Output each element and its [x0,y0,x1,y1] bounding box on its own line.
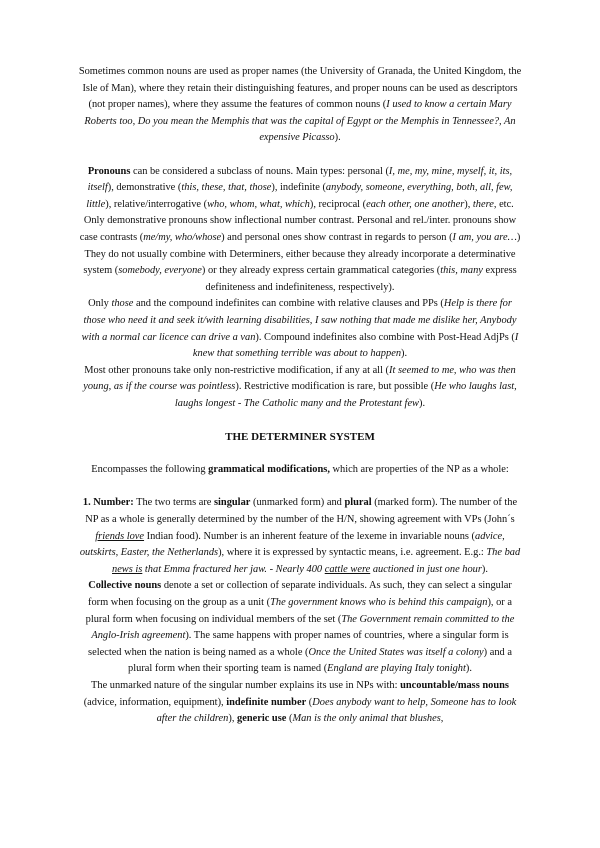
text-run: ( [286,713,293,725]
text-run: ). Compound indefinites also combine with Post-Head AdjPs ( [255,331,515,343]
text-run: The two terms are [133,497,214,509]
example-italic: me/my, who/whose [143,231,222,243]
example-italic: I, me, my, mine, myself, it, its, itself [87,165,513,194]
example-italic: I am, you are… [452,231,517,243]
example-italic: The government knows who is behind this campaign [270,597,488,608]
text-run: express definiteness and indefiniteness, respectively). [205,265,517,293]
text-run: ), [464,198,473,210]
text-run: which are properties of the NP as a whole: [329,464,509,476]
text-run: ). Restrictive modification is rare, but possible ( [235,381,435,393]
text-run: They do not usually combine with Determiners, either because they already incorporate a determinative system ( [83,248,516,277]
text-run: can be considered a subclass of nouns. Main types: personal ( [130,165,389,177]
text-run: ), relative/interrogative ( [105,198,208,210]
paragraph-determiners-combination [78,247,522,297]
example-underlined: cattle were [324,563,371,575]
text-run: Only [88,298,112,310]
example-italic: England are playing Italy tonight [327,663,466,675]
example-italic: somebody, everyone [118,265,202,277]
text-run: The unmarked nature of the singular number explains its use in NPs with: [91,679,401,691]
example-italic: Once the United States was itself a colony [308,646,484,658]
text-run: ) or they already express certain grammatical categories ( [201,265,441,277]
example-italic: It seemed to me, who was then young, as if the course was pointless [83,364,516,393]
example-italic: I used to know a certain Mary Roberts too, Do you mean the Memphis that was the capital of Egypt or the Memphis in Tennessee?, An expensive Picasso [84,99,516,144]
text-run: ) and a plural form when their sporting team is named ( [128,646,512,675]
paragraph-singular-use [78,678,522,728]
text-run: (marked form). The number of the NP as a whole is generally determined by the number of the H/N, showing agreement with VPs (John´s [85,497,518,526]
text-run: ), reciprocal ( [309,198,367,210]
example-italic: He who laughs last, laughs longest - The Catholic many and the Protestant few [174,381,517,409]
text-run: Indian food). Number is an inherent feature of the lexeme in invariable nouns ( [144,530,475,542]
text-run: ). [334,132,341,144]
term-uncountable: uncountable/mass nouns [400,679,509,691]
text-run: ) and personal ones show contrast in regards to person ( [221,231,453,243]
paragraph-encompasses [78,462,522,479]
text-run: ). [465,663,472,675]
example-underlined: news is [112,563,143,575]
text-run: ). [401,348,408,360]
term-singular: singular [214,497,251,509]
text-run: ), demonstrative ( [107,182,182,194]
text-run: Most other pronouns take only non-restrictive modification, if any at all ( [84,364,390,376]
text-run: ). The same happens with proper names of countries, where a singular form is selected when the nation is being named as a whole ( [88,630,509,658]
example-italic: who, whom, what, which [207,198,310,210]
paragraph-pronouns [78,164,522,247]
text-run: ). [419,397,426,409]
text-run: (advice, information, equipment), [83,696,227,708]
text-run: Encompasses the following [91,464,209,476]
text-run: ). [481,563,488,575]
text-run: ), where it is expressed by syntactic means, i.e. agreement. E.g.: [218,547,487,559]
section-heading: THE DETERMINER SYSTEM [225,431,375,444]
text-run: ) [516,231,521,243]
text-run: ), [228,713,238,725]
example-italic: advice, outskirts, Easter, the Netherlands [79,530,505,559]
example-italic: this, these, that, those [181,182,272,194]
term-number: 1. Number: [82,497,134,509]
example-italic: Does anybody want to help, Someone has to look after the children [156,696,517,725]
example-italic: that Emma fractured her jaw. - Nearly 400 [142,563,325,575]
example-italic: those [111,298,134,310]
paragraph-compound-indefinites [78,296,522,362]
term-generic-use: generic use [237,713,287,725]
text-run: , etc. Only demonstrative pronouns show inflectional number contrast. Personal and rel./inter. pronouns show case contrasts ( [79,198,517,243]
example-italic: each other, one another [366,198,465,210]
example-italic: there [472,198,494,210]
text-run: ), or a plural form when focusing on individual members of the set ( [85,597,512,625]
example-italic: anybody, someone, everything, both, all, few, little [86,182,513,210]
paragraph-collective-nouns [78,578,522,678]
example-underlined: friends love [95,530,145,542]
example-italic: auctioned in just one hour [370,563,482,575]
text-run: ( [306,696,313,708]
example-italic: Man is the only animal that blushes, [292,713,444,725]
text-run: denote a set or collection of separate individuals. As such, they can select a singular form when focusing on the group as a unit ( [88,580,512,608]
text-run: (unmarked form) and [250,497,345,509]
term-plural: plural [344,497,372,509]
example-italic: Help is there for those who need it and seek it/with learning disabilities, I saw nothing that made me dislike her, Anybody with a normal car licence can drive a van [81,298,517,343]
example-italic: this, many [440,265,483,277]
text-run: Sometimes common nouns are used as proper names (the University of Granada, the United Kingdom, the Isle of Man), where they retain their distinguishing features, and proper nouns can be used as descriptors (not proper names), where they assume the features of common nouns ( [78,66,522,111]
term-pronouns: Pronouns [87,165,131,177]
text-run: ), indefinite ( [271,182,326,194]
paragraph-number [78,495,522,578]
example-italic: The bad [486,547,521,559]
example-italic: I knew that something terrible was about to happen [192,331,519,360]
term-bold: grammatical modifications, [208,464,330,476]
term-indefinite-number: indefinite number [226,696,307,708]
text-run: and the compound indefinites can combine with relative clauses and PPs ( [133,298,444,310]
term-collective-nouns: Collective nouns [88,580,162,592]
example-italic: The Government remain committed to the Anglo-Irish agreement [91,613,515,642]
paragraph-proper-names [78,64,522,147]
paragraph-modification [78,363,522,413]
